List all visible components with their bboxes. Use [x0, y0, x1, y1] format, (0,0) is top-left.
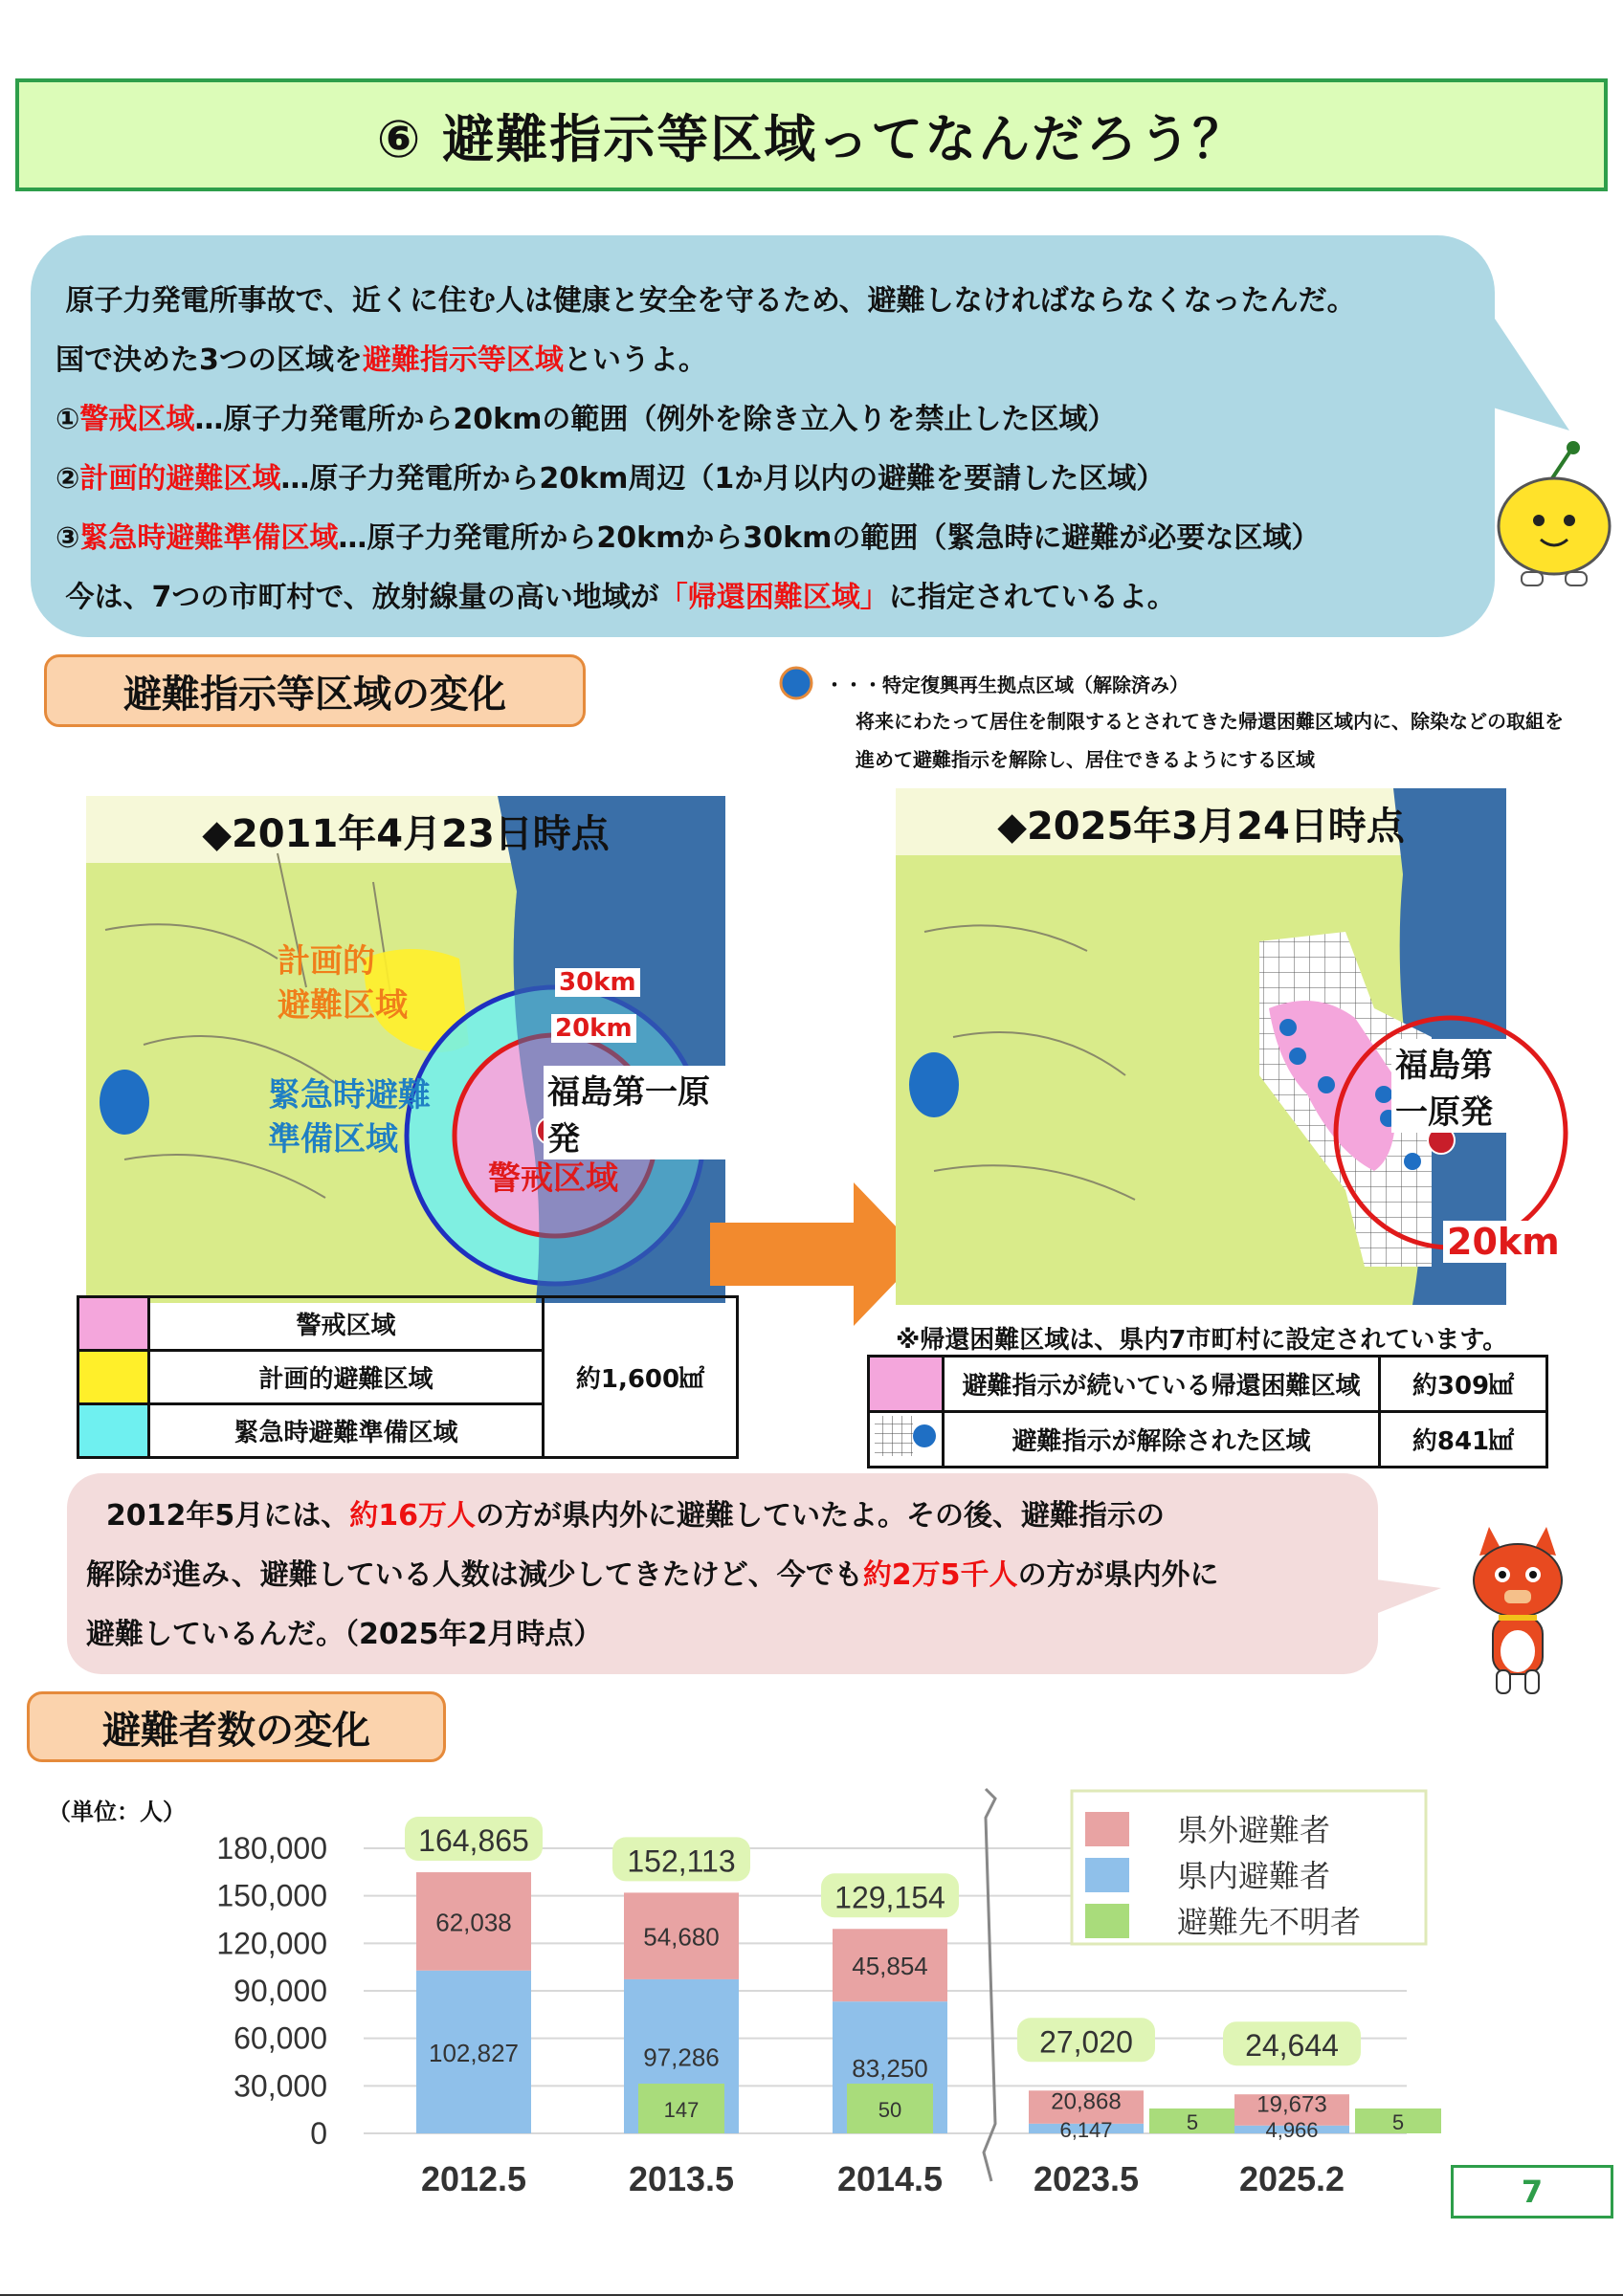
value-label-unknown: 5: [1186, 2110, 1199, 2134]
legend-row-lifted: 避難指示が解除された区域: [944, 1412, 1380, 1468]
intro-item-3: ③緊急時避難準備区域…原子力発電所から20kmから30kmの範囲（緊急時に避難が必要な区域）: [56, 521, 1321, 555]
map-2025: [896, 788, 1560, 1305]
label-plant-left: 福島第一原発: [544, 1066, 725, 1159]
value-label-outside: 54,680: [643, 1922, 720, 1952]
base-note-desc-1: 将来にわたって居住を制限するとされてきた帰還困難区域内に、除染などの取組を: [856, 710, 1564, 733]
legend-area-left: 約1,600㎢: [544, 1297, 738, 1458]
intro-item-1: ①警戒区域…原子力発電所から20kmの範囲（例外を除き立入りを禁止した区域）: [56, 403, 1117, 436]
label-plant-right: 福島第一原発: [1391, 1039, 1506, 1133]
map-2025-title: ◆2025年3月24日時点: [997, 805, 1405, 849]
chart-unit: （単位：人）: [48, 1799, 186, 1825]
legend-2011: [77, 1295, 739, 1459]
swatch-difficult-return: [869, 1357, 944, 1412]
legend-swatch: [1085, 1858, 1129, 1892]
x-tick-label: 2012.5: [420, 2159, 527, 2198]
page-title: ⑥ 避難指示等区域ってなんだろう？: [376, 108, 1247, 169]
value-label-unknown: 5: [1391, 2110, 1405, 2134]
evacuee-chart: [0, 1760, 1623, 2200]
label-20km-right: 20km: [1443, 1221, 1564, 1263]
legend-area-lifted: 約841㎢: [1380, 1412, 1547, 1468]
intro-bubble: [31, 235, 1495, 637]
swatch-planned: [78, 1351, 149, 1404]
total-label: 27,020: [1039, 2024, 1133, 2060]
intro-item-2: ②計画的避難区域…原子力発電所から20km周辺（1か月以内の避難を要請した区域）: [56, 462, 1166, 496]
value-label-outside: 19,673: [1256, 2091, 1327, 2118]
evac-line-3: 避難しているんだ。（2025年2月時点）: [86, 1618, 603, 1651]
label-30km: 30km: [555, 968, 640, 997]
swatch-alert: [78, 1297, 149, 1351]
bubble-tail-icon: [1474, 287, 1579, 450]
grid-dot-icon: [873, 1414, 940, 1458]
y-tick-label: 120,000: [216, 1926, 327, 1961]
total-label: 24,644: [1245, 2028, 1339, 2064]
arrow-right-icon: [710, 1182, 923, 1326]
legend-row-planned: 計画的避難区域: [149, 1351, 544, 1404]
label-20km-left: 20km: [551, 1014, 636, 1043]
evac-line-2: 解除が進み、避難している人数は減少してきたけど、今でも約2万5千人の方が県内外に: [86, 1558, 1219, 1592]
map-2011-graphic: [86, 796, 725, 1303]
right-map-note: ※帰還困難区域は、県内7市町村に設定されています。: [896, 1326, 1508, 1355]
legend-2025: [867, 1355, 1548, 1468]
map-2011: [86, 796, 725, 1303]
legend-row-alert: 警戒区域: [149, 1297, 544, 1351]
value-label-unknown: 50: [878, 2098, 902, 2122]
intro-line-1: 原子力発電所事故で、近くに住む人は健康と安全を守るため、避難しなければならなくなったんだ。: [65, 284, 1356, 318]
value-label-outside: 20,868: [1051, 2088, 1122, 2115]
x-tick-label: 2025.2: [1238, 2159, 1345, 2198]
value-label-inside: 6,147: [1059, 2118, 1113, 2142]
evac-line-1: 2012年5月には、約16万人の方が県内外に避難していたよ。その後、避難指示の: [105, 1499, 1166, 1533]
total-label: 129,154: [834, 1880, 945, 1915]
value-label-unknown: 147: [663, 2098, 700, 2122]
intro-line-6: 今は、7つの市町村で、放射線量の高い地域が「帰還困難区域」に指定されているよ。: [65, 581, 1176, 614]
total-label: 164,865: [418, 1823, 529, 1859]
bubble-pink-tail-icon: [1368, 1569, 1445, 1626]
intro-line-2: 国で決めた3つの区域を避難指示等区域というよ。: [56, 343, 707, 377]
y-tick-label: 90,000: [233, 1974, 327, 2008]
label-emergency-area: 緊急時避難 準備区域: [268, 1076, 431, 1159]
x-tick-label: 2023.5: [1033, 2159, 1140, 2198]
section-title-zone-change: 避難指示等区域の変化: [44, 654, 586, 727]
value-label-inside: 97,286: [643, 2042, 720, 2072]
section-title-evacuee-change: 避難者数の変化: [27, 1691, 446, 1762]
y-tick-label: 30,000: [233, 2068, 327, 2104]
value-label-inside: 102,827: [429, 2038, 519, 2067]
page-title-box: [15, 78, 1608, 191]
label-alert-area: 警戒区域: [488, 1159, 618, 1198]
page-number: 7: [1521, 2174, 1544, 2210]
legend-area-difficult-return: 約309㎢: [1380, 1357, 1547, 1412]
x-tick-label: 2013.5: [628, 2159, 735, 2198]
yellow-mascot-icon: [1493, 440, 1617, 603]
label-planned-area: 計画的 避難区域: [278, 942, 408, 1025]
legend-label: 避難先不明者: [1177, 1904, 1362, 1940]
legend-label: 県内避難者: [1177, 1858, 1331, 1894]
legend-swatch: [1085, 1812, 1129, 1846]
value-label-inside: 4,966: [1265, 2118, 1319, 2142]
page-number-box: [1451, 2165, 1613, 2219]
legend-swatch: [1085, 1904, 1129, 1938]
legend-label: 県外避難者: [1177, 1812, 1331, 1848]
value-label-outside: 45,854: [852, 1952, 928, 1981]
y-tick-label: 0: [310, 2116, 327, 2151]
red-mascot-icon: [1460, 1527, 1575, 1699]
value-label-inside: 83,250: [852, 2054, 928, 2084]
legend-row-difficult-return: 避難指示が続いている帰還困難区域: [944, 1357, 1380, 1412]
total-label: 152,113: [627, 1843, 736, 1879]
base-note-desc-2: 進めて避難指示を解除し、居住できるようにする区域: [856, 748, 1315, 771]
swatch-emergency: [78, 1404, 149, 1458]
y-tick-label: 180,000: [216, 1831, 327, 1866]
y-tick-label: 60,000: [233, 2020, 327, 2056]
map-2011-title: ◆2011年4月23日時点: [202, 812, 610, 856]
base-note-label: ・・・特定復興再生拠点区域（解除済み）: [825, 673, 1189, 696]
value-label-outside: 62,038: [435, 1908, 512, 1937]
y-tick-label: 150,000: [216, 1878, 327, 1913]
legend-row-emergency: 緊急時避難準備区域: [149, 1404, 544, 1458]
evacuee-bubble: [67, 1473, 1378, 1674]
swatch-lifted: [869, 1412, 944, 1468]
blue-dot-icon: [777, 664, 815, 702]
x-tick-label: 2014.5: [836, 2159, 944, 2198]
